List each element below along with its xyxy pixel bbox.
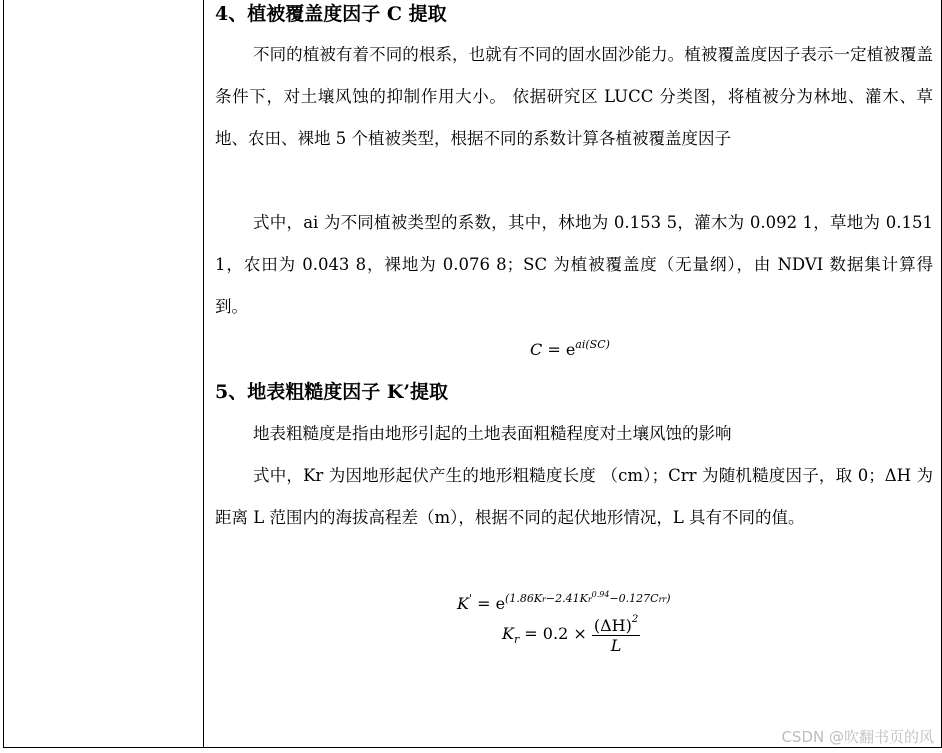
section5-paragraph1: 地表粗糙度是指由地形引起的土地表面粗糙程度对土壤风蚀的影响 xyxy=(253,424,732,443)
watermark: CSDN @吹翻书页的风 xyxy=(781,728,934,746)
section4-paragraph2: 式中，ai 为不同植被类型的系数，其中，林地为 0.153 5，灌木为 0.092 1，草地为 0.151 1，农田为 0.043 8，裸地为 0.076 8；SC 为植被覆盖度（无量纲），由 NDVI 数据集计算得到。 xyxy=(215,213,933,316)
section5-heading: 5、地表粗糙度因子 K’提取 xyxy=(215,381,448,403)
formula-vegetation-c: $C = e^{ai(SC)}$ xyxy=(530,338,610,359)
section4-heading: 4、植被覆盖度因子 C 提取 xyxy=(215,3,447,25)
section4-paragraph1: 不同的植被有着不同的根系，也就有不同的固水固沙能力。植被覆盖度因子表示一定植被覆盖条件下，对土壤风蚀的抑制作用大小。 依据研究区 LUCC 分类图，将植被分为林地、灌木、草地、农田、裸地 5 个植被类型，根据不同的系数计算各植被覆盖度因子 xyxy=(215,45,933,148)
formula-roughness-k: $K' = e^{(1.86Kr-2.41Kr^{0.94}-0.127Crr)}$ xyxy=(457,590,671,613)
table-left-column xyxy=(3,0,204,748)
formula-roughness-kr: $K_r = 0.2$ × $\frac{(\Delta H)^2}{L}$ xyxy=(502,614,639,655)
section5-paragraph2: 式中，Kr 为因地形起伏产生的地形粗糙度长度 （cm）；Crr 为随机糙度因子，取 0；ΔH 为距离 L 范围内的海拔高程差（m），根据不同的起伏地形情况，L 具有不同的值。 xyxy=(215,466,933,527)
fraction: $\frac{(\Delta H)^2}{L}$ xyxy=(593,614,639,655)
